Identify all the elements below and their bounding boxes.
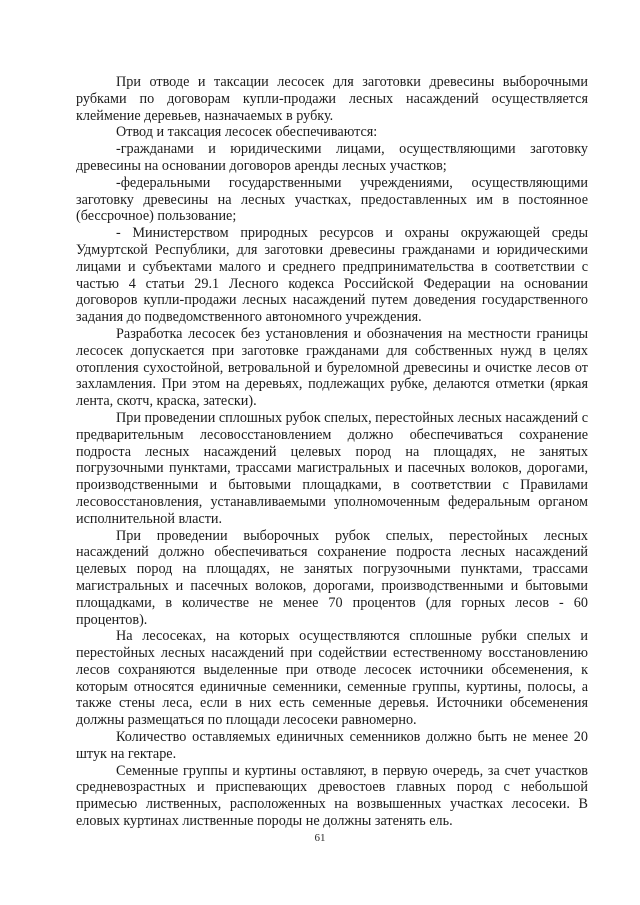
- paragraph: Семенные группы и куртины оставляют, в первую очередь, за счет участков средневозрастных и приспевающих древостоев главных пород с небольшой примесью лиственных, расположенных на возвышенных участках лесосеки. В еловых куртинах лиственные породы не должны затенять ель.: [76, 762, 588, 830]
- paragraph: При проведении выборочных рубок спелых, перестойных лесных насаждений должно обеспечиваться сохранение подроста лесных насаждений целевых пород на площадях, не занятых погрузочными пунктами, трассами магистральных и пасечных волоков, дорогами, производственными и бытовыми площадками, в количестве не менее 70 процентов (для горных лесов - 60 процентов).: [76, 527, 588, 628]
- paragraph: - Министерством природных ресурсов и охраны окружающей среды Удмуртской Республики, для заготовки древесины гражданами и юридическими лицами и субъектами малого и среднего предпринимательства в соответствии с частью 4 статьи 29.1 Лесного кодекса Российской Федерации на основании договоров купли-продажи лесных насаждений путем доведения государственного задания до подведомственного автономного учреждения.: [76, 225, 588, 326]
- paragraph: Количество оставляемых единичных семенников должно быть не менее 20 штук на гектаре.: [76, 729, 588, 762]
- paragraph: Разработка лесосек без установления и обозначения на местности границы лесосек допускается при заготовке гражданами для собственных нужд в целях отопления сухостойной, ветровальной и буреломной древесины и очистке лесов от захламления. При этом на деревьях, подлежащих рубке, делаются отметки (яркая лента, скотч, краска, затески).: [76, 325, 588, 410]
- paragraph: При проведении сплошных рубок спелых, перестойных лесных насаждений с предварительным лесовосстановлением должно обеспечиваться сохранение подроста лесных насаждений целевых пород на площадях, не занятых погрузочными пунктами, трассами магистральных и пасечных волоков, дорогами, производственными и бытовыми площадками, в соответствии с Правилами лесовосстановления, устанавливаемыми уполномоченным федеральным органом исполнительной власти.: [76, 409, 588, 527]
- paragraph: -гражданами и юридическими лицами, осуществляющими заготовку древесины на основании договоров аренды лесных участков;: [76, 141, 588, 174]
- page-number: 61: [314, 832, 326, 844]
- paragraph: При отводе и таксации лесосек для заготовки древесины выборочными рубками по договорам купли-продажи лесных насаждений осуществляется клеймение деревьев, назначаемых в рубку.: [76, 74, 588, 124]
- paragraph: Отвод и таксация лесосек обеспечиваются:: [116, 124, 378, 141]
- paragraph: -федеральными государственными учреждениями, осуществляющими заготовку древесины на лесных участках, предоставленных им в постоянное (бессрочное) пользование;: [76, 174, 588, 225]
- document-page: [76, 74, 588, 830]
- paragraph: На лесосеках, на которых осуществляются сплошные рубки спелых и перестойных лесных насаждений при содействии естественному восстановлению лесов сохраняются выделенные при отводе лесосек источники обсеменения, к которым относятся единичные семенники, семенные группы, куртины, полосы, а также стены леса, если в них есть семенные деревья. Источники обсеменения должны размещаться по площади лесосеки равномерно.: [76, 628, 588, 729]
